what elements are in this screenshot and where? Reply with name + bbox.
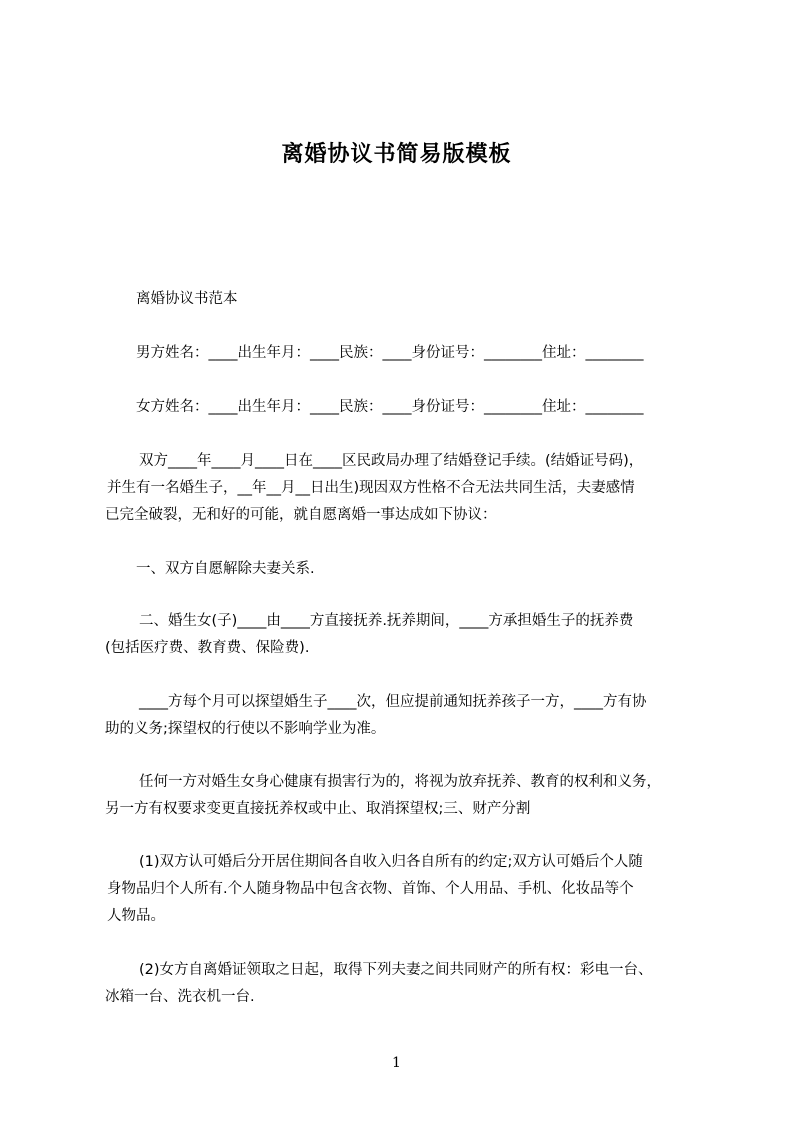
paragraph-line: (包括医疗费、教育费、保险费). <box>105 640 310 656</box>
harm-paragraph <box>105 769 701 823</box>
paragraph-line: 人物品。 <box>107 908 165 924</box>
property-clause-two <box>105 957 701 1011</box>
paragraph-line: 身物品归个人所有.个人随身物品中包含衣物、首饰、个人用品、手机、化妆品等个 <box>107 881 634 897</box>
male-info-line: 男方姓名：____出生年月：____民族：____身份证号：________住址：________ <box>136 345 644 361</box>
visitation-paragraph <box>105 689 701 743</box>
paragraph-line: 并生有一名婚生子，__年__月__日出生)现因双方性格不合无法共同生活，夫妻感情 <box>107 480 635 496</box>
paragraph-line: ____方每个月可以探望婚生子____次，但应提前通知抚养孩子一方，____方有协 <box>139 694 647 710</box>
property-clause-one <box>105 849 701 930</box>
clause-two <box>105 608 701 662</box>
page-number: 1 <box>392 1055 401 1071</box>
clause-one: 一、双方自愿解除夫妻关系. <box>136 561 315 577</box>
paragraph-line: (2)女方自离婚证领取之日起，取得下列夫妻之间共同财产的所有权：彩电一台、 <box>139 962 653 978</box>
marriage-paragraph <box>105 448 701 529</box>
paragraph-line: 冰箱一台、洗衣机一台. <box>105 989 255 1005</box>
paragraph-line: 任何一方对婚生女身心健康有损害行为的，将视为放弃抚养、教育的权利和义务， <box>139 774 661 790</box>
paragraph-line: 二、婚生女(子)____由____方直接抚养.抚养期间，____方承担婚生子的抚养费 <box>139 613 634 629</box>
paragraph-line: 双方____年____月____日在____区民政局办理了结婚登记手续。(结婚证号码)， <box>139 453 644 469</box>
document-title: 离婚协议书简易版模板 <box>281 142 512 167</box>
female-info-line: 女方姓名：____出生年月：____民族：____身份证号：________住址：________ <box>136 399 644 415</box>
paragraph-line: (1)双方认可婚后分开居住期间各自收入归各自所有的约定;双方认可婚后个人随 <box>139 854 643 870</box>
subtitle: 离婚协议书范本 <box>136 291 238 307</box>
paragraph-line: 助的义务;探望权的行使以不影响学业为准。 <box>105 721 386 737</box>
paragraph-line: 已完全破裂，无和好的可能，就自愿离婚一事达成如下协议： <box>105 507 497 523</box>
paragraph-line: 另一方有权要求变更直接抚养权或中止、取消探望权;三、财产分割 <box>105 801 531 817</box>
